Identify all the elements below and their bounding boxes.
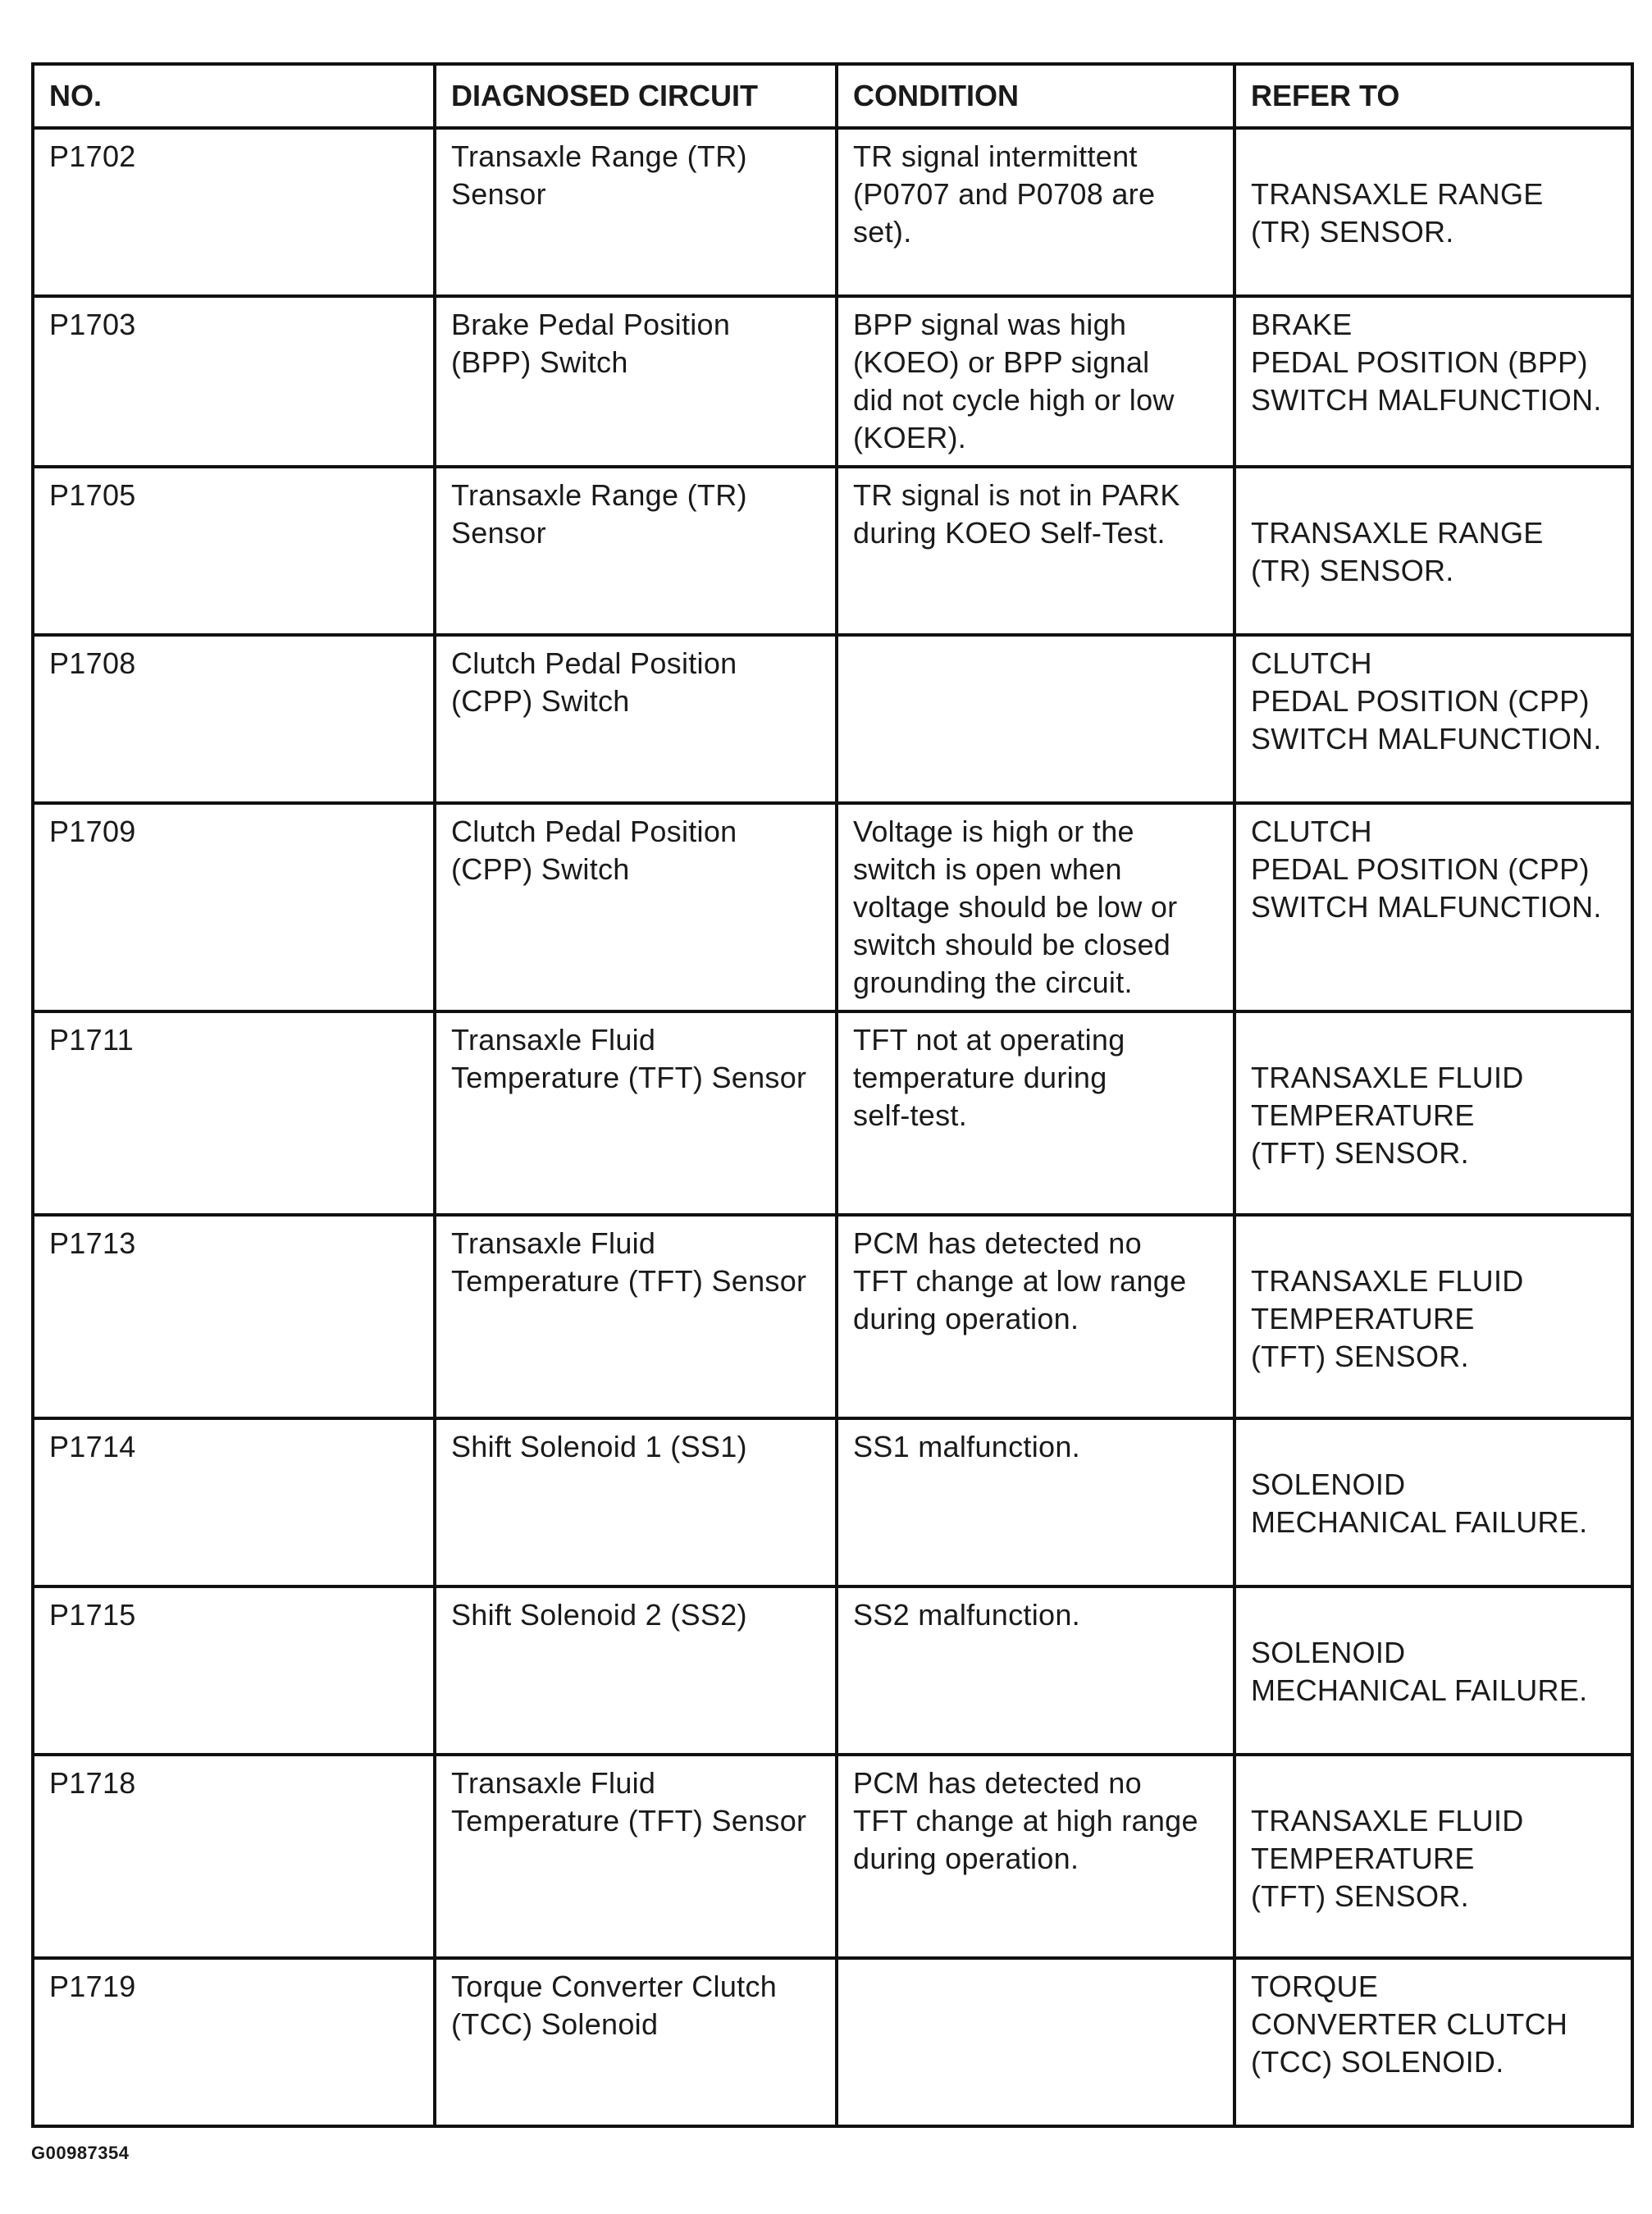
cell-condition: TR signal intermittent (P0707 and P0708 are set). (837, 128, 1234, 296)
cell-diagnosed-circuit: Clutch Pedal Position (CPP) Switch (435, 803, 837, 1011)
cell-condition (837, 1958, 1234, 2126)
cell-refer-to (1234, 1958, 1632, 2126)
table-row (33, 1011, 1632, 1215)
cell-no: P1708 (33, 635, 435, 803)
cell-refer-to (1234, 1586, 1632, 1755)
cell-condition: Voltage is high or the switch is open when voltage should be low or switch should be closed grounding the circuit. (837, 803, 1234, 1011)
figure-id: G00987354 (31, 2143, 130, 2163)
refer-to-text: CLUTCH PEDAL POSITION (CPP) SWITCH MALFUNCTION. (1251, 815, 1602, 924)
cell-condition: PCM has detected no TFT change at high range during operation. (837, 1755, 1234, 1958)
refer-to-text: TRANSAXLE FLUID TEMPERATURE (TFT) SENSOR. (1251, 1264, 1524, 1373)
cell-no: P1718 (33, 1755, 435, 1958)
table-row (33, 635, 1632, 803)
cell-diagnosed-circuit: Shift Solenoid 1 (SS1) (435, 1418, 837, 1586)
cell-condition (837, 635, 1234, 803)
table-row (33, 1755, 1632, 1958)
cell-no: P1713 (33, 1215, 435, 1418)
table-row (33, 128, 1632, 296)
cell-diagnosed-circuit: Transaxle Range (TR) Sensor (435, 467, 837, 635)
cell-refer-to (1234, 1215, 1632, 1418)
cell-no: P1719 (33, 1958, 435, 2126)
refer-to-text: CLUTCH PEDAL POSITION (CPP) SWITCH MALFUNCTION. (1251, 646, 1602, 755)
refer-to-text: TRANSAXLE FLUID TEMPERATURE (TFT) SENSOR. (1251, 1804, 1524, 1913)
refer-to-text: TRANSAXLE FLUID TEMPERATURE (TFT) SENSOR. (1251, 1061, 1524, 1170)
cell-diagnosed-circuit: Transaxle Range (TR) Sensor (435, 128, 837, 296)
refer-to-text: TRANSAXLE RANGE (TR) SENSOR. (1251, 177, 1544, 249)
cell-diagnosed-circuit: Brake Pedal Position (BPP) Switch (435, 296, 837, 467)
cell-refer-to (1234, 1755, 1632, 1958)
cell-no: P1715 (33, 1586, 435, 1755)
refer-to-text: TRANSAXLE RANGE (TR) SENSOR. (1251, 516, 1544, 587)
table-row (33, 1958, 1632, 2126)
cell-refer-to (1234, 635, 1632, 803)
table-row (33, 1215, 1632, 1418)
cell-no: P1703 (33, 296, 435, 467)
table-row (33, 803, 1632, 1011)
refer-to-text: BRAKE PEDAL POSITION (BPP) SWITCH MALFUNCTION. (1251, 308, 1602, 417)
cell-no: P1711 (33, 1011, 435, 1215)
header-no: NO. (33, 64, 435, 128)
table-row (33, 296, 1632, 467)
dtc-table (31, 62, 1634, 2128)
cell-refer-to (1234, 1011, 1632, 1215)
refer-to-text: TORQUE CONVERTER CLUTCH (TCC) SOLENOID. (1251, 1970, 1568, 2079)
refer-to-text: SOLENOID MECHANICAL FAILURE. (1251, 1636, 1588, 1707)
cell-condition: SS1 malfunction. (837, 1418, 1234, 1586)
cell-no: P1709 (33, 803, 435, 1011)
cell-diagnosed-circuit: Transaxle Fluid Temperature (TFT) Sensor (435, 1215, 837, 1418)
cell-condition: SS2 malfunction. (837, 1586, 1234, 1755)
cell-condition: BPP signal was high (KOEO) or BPP signal did not cycle high or low (KOER). (837, 296, 1234, 467)
cell-condition: PCM has detected no TFT change at low range during operation. (837, 1215, 1234, 1418)
cell-condition: TR signal is not in PARK during KOEO Self-Test. (837, 467, 1234, 635)
cell-condition: TFT not at operating temperature during self-test. (837, 1011, 1234, 1215)
cell-diagnosed-circuit: Clutch Pedal Position (CPP) Switch (435, 635, 837, 803)
header-condition: CONDITION (837, 64, 1234, 128)
cell-refer-to (1234, 296, 1632, 467)
cell-no: P1714 (33, 1418, 435, 1586)
table-row (33, 467, 1632, 635)
cell-diagnosed-circuit: Torque Converter Clutch (TCC) Solenoid (435, 1958, 837, 2126)
cell-refer-to (1234, 467, 1632, 635)
cell-diagnosed-circuit: Transaxle Fluid Temperature (TFT) Sensor (435, 1755, 837, 1958)
cell-refer-to (1234, 803, 1632, 1011)
table-row (33, 1586, 1632, 1755)
cell-refer-to (1234, 1418, 1632, 1586)
cell-diagnosed-circuit: Transaxle Fluid Temperature (TFT) Sensor (435, 1011, 837, 1215)
cell-refer-to (1234, 128, 1632, 296)
header-row (33, 64, 1632, 128)
cell-no: P1702 (33, 128, 435, 296)
table-row (33, 1418, 1632, 1586)
header-refer-to: REFER TO (1234, 64, 1632, 128)
refer-to-text: SOLENOID MECHANICAL FAILURE. (1251, 1468, 1588, 1539)
header-diagnosed-circuit: DIAGNOSED CIRCUIT (435, 64, 837, 128)
cell-no: P1705 (33, 467, 435, 635)
cell-diagnosed-circuit: Shift Solenoid 2 (SS2) (435, 1586, 837, 1755)
